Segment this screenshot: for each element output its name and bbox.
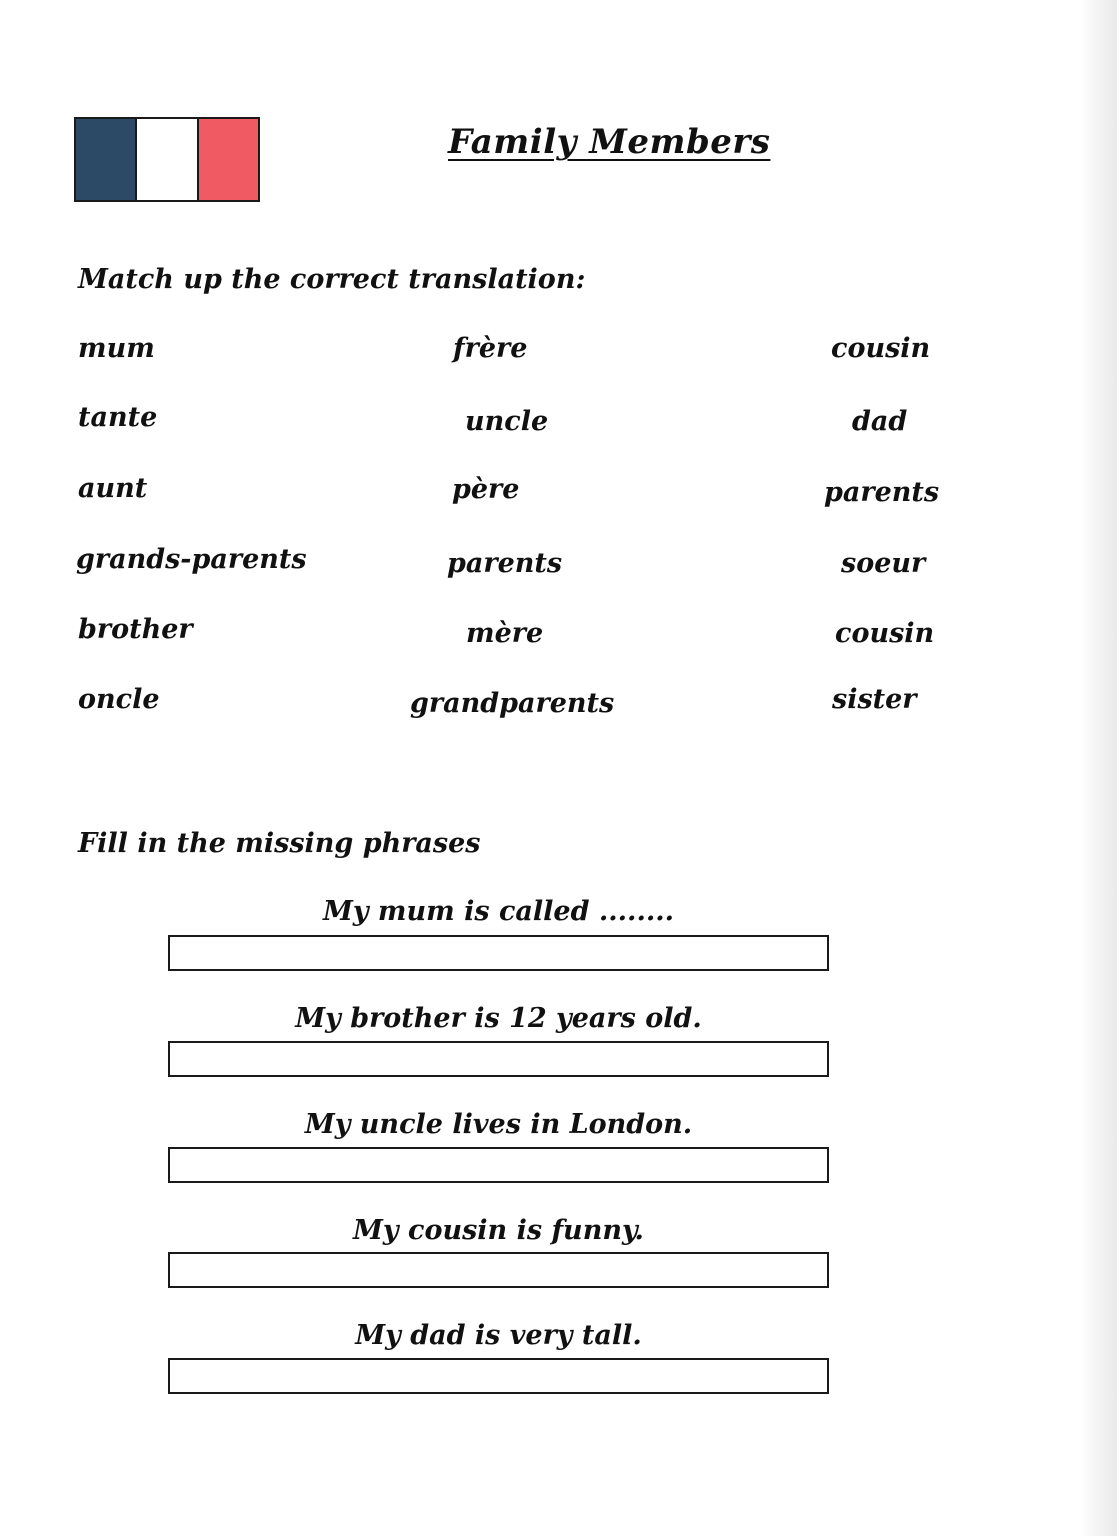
fill-heading: Fill in the missing phrases (78, 828, 481, 859)
answer-box-1[interactable] (168, 935, 829, 971)
phrase-5: My dad is very tall. (355, 1320, 642, 1351)
match-word-col3-row4: soeur (841, 548, 926, 579)
match-word-col1-row6: oncle (78, 684, 160, 715)
match-word-col1-row1: mum (78, 333, 155, 364)
match-word-col2-row1: frère (453, 333, 528, 364)
match-word-col3-row2: dad (852, 406, 908, 437)
flag-stripe-red (197, 119, 258, 200)
match-word-col3-row5: cousin (835, 618, 935, 649)
match-word-col2-row4: parents (447, 548, 563, 579)
phrase-4: My cousin is funny. (353, 1215, 644, 1246)
phrase-1: My mum is called ........ (322, 896, 675, 927)
phrase-2: My brother is 12 years old. (295, 1003, 702, 1034)
answer-box-2[interactable] (168, 1041, 829, 1077)
match-heading: Match up the correct translation: (78, 264, 586, 295)
match-word-col3-row1: cousin (831, 333, 931, 364)
match-word-col2-row3: père (452, 474, 520, 505)
flag-stripe-blue (76, 119, 135, 200)
match-word-col1-row5: brother (78, 614, 193, 645)
french-flag-icon (74, 117, 260, 202)
match-word-col2-row6: grandparents (410, 688, 615, 719)
match-word-col2-row5: mère (466, 618, 544, 649)
answer-box-3[interactable] (168, 1147, 829, 1183)
phrase-3: My uncle lives in London. (304, 1109, 693, 1140)
match-word-col3-row3: parents (824, 477, 940, 508)
flag-stripe-white (135, 119, 196, 200)
page-title: Family Members (448, 122, 771, 162)
match-word-col1-row4: grands-parents (76, 544, 307, 575)
answer-box-5[interactable] (168, 1358, 829, 1394)
match-word-col3-row6: sister (832, 684, 917, 715)
answer-box-4[interactable] (168, 1252, 829, 1288)
match-word-col1-row3: aunt (78, 473, 148, 504)
match-word-col1-row2: tante (78, 402, 158, 433)
page-edge (1079, 0, 1117, 1536)
match-word-col2-row2: uncle (465, 406, 549, 437)
